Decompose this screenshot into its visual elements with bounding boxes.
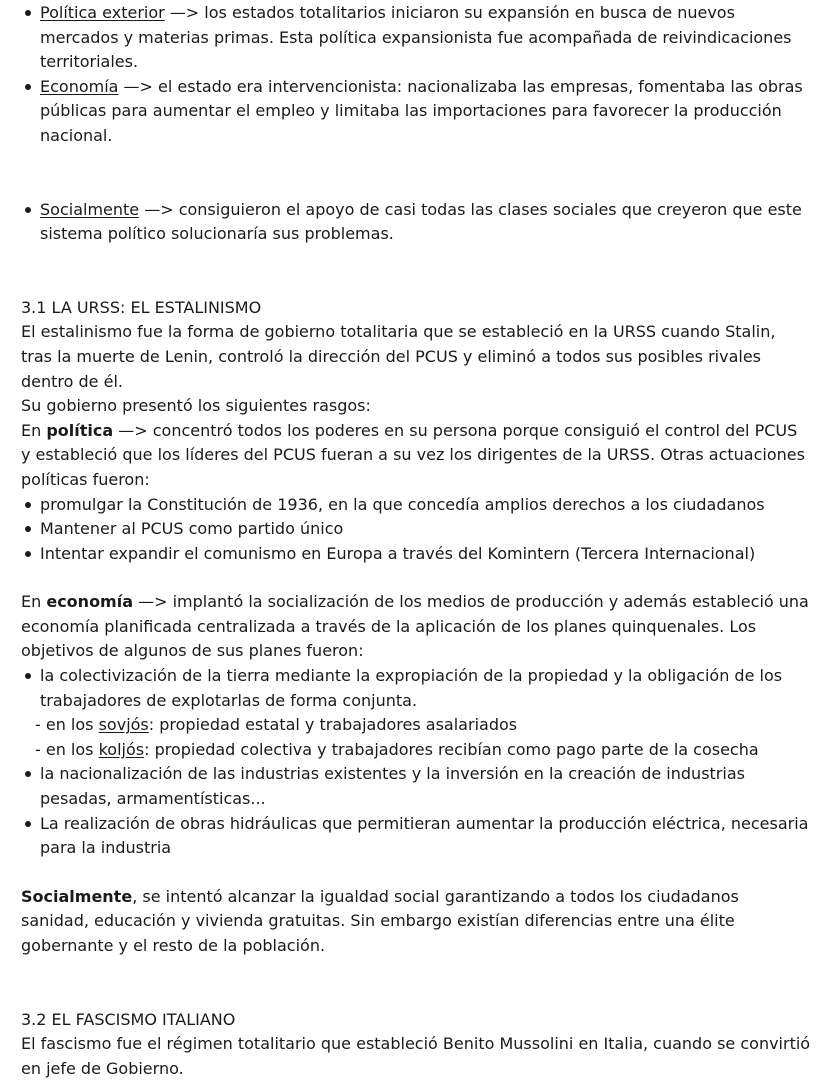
- sublist: [35, 713, 811, 762]
- bullet-text: —> los estados totalitarios iniciaron su expansión en busca de nuevos mercados y materias primas. Esta política expansionista fue acompañada de reivindicaciones territoriales.: [40, 3, 792, 72]
- paragraph-rasgos: Su gobierno presentó los siguientes rasgos:: [21, 396, 371, 416]
- spacer: [21, 247, 811, 296]
- paragraph-urss-intro: El estalinismo fue la forma de gobierno totalitaria que se estableció en la URSS cuando Stalin, tras la muerte de Lenin, controló la dirección del PCUS y eliminó a todos sus posibles rivales dentro de él.: [21, 322, 776, 391]
- bullet-economia: [21, 75, 811, 149]
- list-item: promulgar la Constitución de 1936, en la que concedía amplios derechos a los ciudadanos: [21, 493, 811, 518]
- spacer: [21, 959, 811, 1008]
- paragraph-socialmente: [21, 885, 811, 959]
- paragraph-fascismo-intro: El fascismo fue el régimen totalitario que estableció Benito Mussolini en Italia, cuando se convirtió en jefe de Gobierno.: [21, 1034, 811, 1078]
- sublist-item-sovjos: [21, 713, 811, 738]
- sublist-item-koljos: [21, 738, 811, 763]
- term-socialmente: Socialmente: [40, 199, 140, 219]
- prefix-text: En: [21, 420, 47, 440]
- social-bullet-list: [21, 198, 811, 247]
- bullet-text: —> consiguieron el apoyo de casi todas las clases sociales que creyeron que este sistema político solucionaría sus problemas.: [40, 199, 802, 244]
- list-item-text: la colectivización de la tierra mediante la expropiación de la propiedad y la obligación de los trabajadores de explotarlas de forma conjunta.: [40, 666, 783, 710]
- term-koljos: koljós: [98, 739, 145, 759]
- spacer: [21, 861, 811, 885]
- term-sovjos: sovjós: [98, 715, 149, 735]
- term-economia: Economía: [40, 76, 119, 96]
- term-politica-exterior: Política exterior: [40, 3, 165, 22]
- list-item: Mantener al PCUS como partido único: [21, 517, 811, 542]
- list-item-nacionalizacion: la nacionalización de las industrias existentes y la inversión en la creación de industrias pesadas, armamentísticas...: [21, 762, 811, 811]
- sublist-text: : propiedad colectiva y trabajadores recibían como pago parte de la cosecha: [144, 739, 759, 759]
- dash-prefix: - en los: [35, 739, 99, 759]
- list-item: Intentar expandir el comunismo en Europa a través del Komintern (Tercera Internacional): [21, 542, 811, 567]
- bullet-socialmente: [21, 198, 811, 247]
- term-socialmente-bold: Socialmente: [21, 886, 133, 906]
- document-page: [21, 1, 811, 1081]
- sublist-text: : propiedad estatal y trabajadores asalariados: [148, 715, 518, 735]
- section-heading-fascismo: 3.2 EL FASCISMO ITALIANO: [21, 1009, 236, 1029]
- paragraph-text: —> concentró todos los poderes en su persona porque consiguió el control del PCUS y estableció que los líderes del PCUS fueran a su vez los dirigentes de la URSS. Otras actuaciones políticas fueron:: [21, 420, 805, 489]
- bullet-text: —> el estado era intervencionista: nacionalizaba las empresas, fomentaba las obras públicas para aumentar el empleo y limitaba las importaciones para favorecer la producción nacional.: [40, 76, 803, 145]
- spacer: [21, 566, 811, 590]
- term-economia-bold: economía: [46, 592, 134, 612]
- paragraph-text: —> implantó la socialización de los medios de producción y además estableció una economía planificada centralizada a través de la aplicación de los planes quinquenales. Los objetivos de algunos de sus planes fueron:: [21, 592, 809, 661]
- prefix-text: En: [21, 592, 47, 612]
- section-heading-urss: 3.1 LA URSS: EL ESTALINISMO: [21, 297, 262, 317]
- paragraph-economia: [21, 590, 811, 664]
- list-item-colectivizacion: [21, 664, 811, 762]
- economia-list: [21, 664, 811, 861]
- politica-list: [21, 493, 811, 567]
- paragraph-politica: [21, 419, 811, 493]
- top-bullet-list: [21, 1, 811, 149]
- paragraph-text: , se intentó alcanzar la igualdad social garantizando a todos los ciudadanos sanidad, educación y vivienda gratuitas. Sin embargo existían diferencias entre una élite gobernante y el resto de la población.: [21, 886, 739, 955]
- list-item-obras-hidraulicas: La realización de obras hidráulicas que permitieran aumentar la producción eléctrica, necesaria para la industria: [21, 812, 811, 861]
- spacer: [21, 149, 811, 198]
- dash-prefix: - en los: [35, 715, 99, 735]
- term-politica: política: [46, 420, 114, 440]
- bullet-politica-exterior: [21, 1, 811, 75]
